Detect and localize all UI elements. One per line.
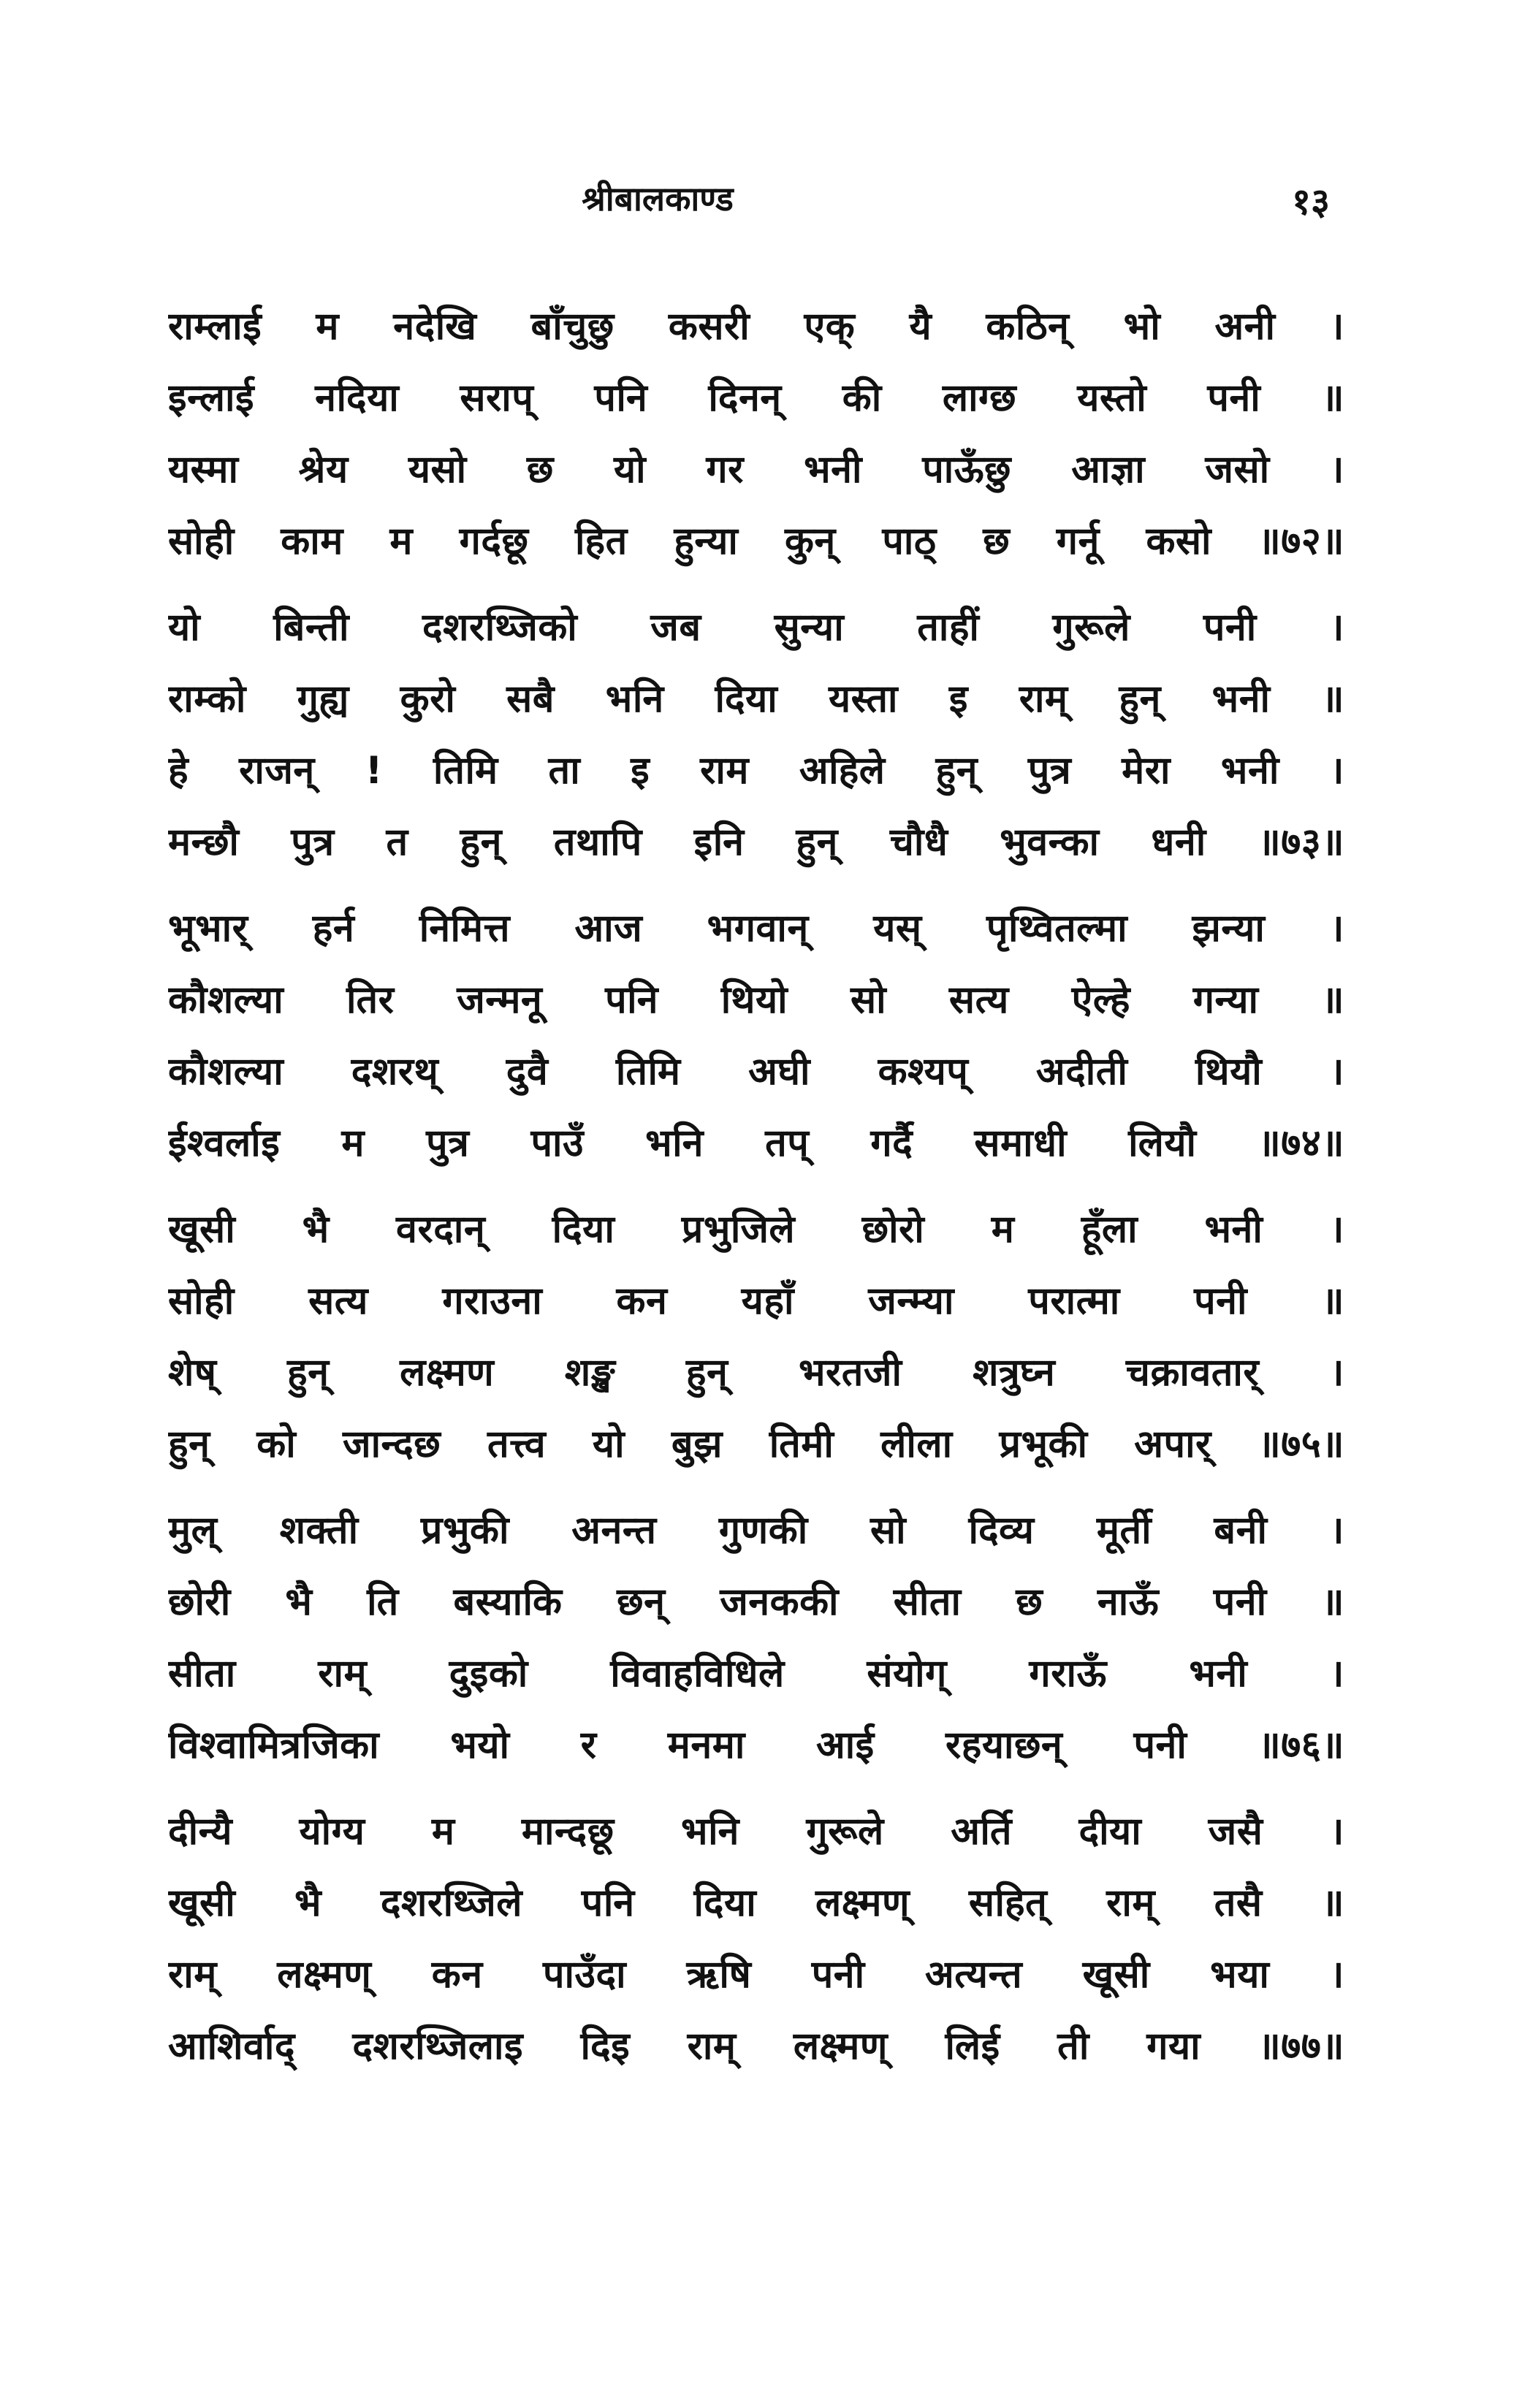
stanza-76 [168, 1489, 1344, 1790]
verse-line: सोही काम म गर्दछू हित हुन्या कुन् पाठ् छ गर्नू कसो ॥७२॥ [168, 519, 1344, 563]
stanza-75 [168, 1188, 1344, 1489]
verse-line: राम्को गुह्य कुरो सबै भनि दिया यस्ता इ राम् हुन् भनी ॥ [168, 677, 1344, 721]
stanza-74 [168, 887, 1344, 1188]
verse-line: राम् लक्ष्मण् कन पाउँदा ऋषि पनी अत्यन्त खूसी भया । [168, 1953, 1344, 1997]
page-number: १३ [1292, 180, 1330, 223]
verse-line: हे राजन् ! तिमि ता इ राम अहिले हुन् पुत्र मेरा भनी । [168, 749, 1344, 793]
verse-line: सीता राम् दुइको विवाहविधिले संयोग् गराऊँ भनी । [168, 1652, 1344, 1696]
page-header [0, 175, 1522, 234]
verse-body [168, 285, 1344, 2091]
verse-line: यो बिन्ती दशरथ्जिको जब सुन्या ताहीं गुरूले पनी । [168, 606, 1344, 649]
stanza-77 [168, 1790, 1344, 2091]
verse-line: इन्लाई नदिया सराप् पनि दिनन् की लाग्छ यस्तो पनी ॥ [168, 376, 1344, 420]
verse-line: दीन्यै योग्य म मान्दछू भनि गुरूले अर्ति दीया जसै । [168, 1810, 1344, 1853]
verse-line: कौशल्या तिर जन्मनू पनि थियो सो सत्य ऐल्हे गन्या ॥ [168, 978, 1344, 1022]
verse-line: कौशल्या दशरथ् दुवै तिमि अघी कश्यप् अदीती थियौ । [168, 1050, 1344, 1094]
verse-line: भूभार् हर्न निमित्त आज भगवान् यस् पृथ्वितल्मा झन्या । [168, 907, 1344, 950]
verse-line: सोही सत्य गराउना कन यहाँ जन्म्या परात्मा पनी ॥ [168, 1279, 1344, 1323]
verse-line: शेष् हुन् लक्ष्मण शङ्ख हुन् भरतजी शत्रुघ्न चक्रावतार् । [168, 1351, 1344, 1395]
verse-line: खूसी भै दशरथ्जिले पनि दिया लक्ष्मण् सहित् राम् तसै ॥ [168, 1881, 1344, 1925]
verse-line: हुन् को जान्दछ तत्त्व यो बुझ तिमी लीला प्रभूकी अपार् ॥७५॥ [168, 1422, 1344, 1466]
running-title: श्रीबालकाण्ड [582, 179, 734, 218]
verse-line: खूसी भै वरदान् दिया प्रभुजिले छोरो म हूँला भनी । [168, 1208, 1344, 1251]
verse-line: छोरी भै ति बस्याकि छन् जनककी सीता छ नाऊँ पनी ॥ [168, 1580, 1344, 1624]
verse-line: ईश्वर्लाइ म पुत्र पाउँ भनि तप् गर्दै समाधी लियौ ॥७४॥ [168, 1121, 1344, 1165]
verse-line: मुल् शक्ती प्रभुकी अनन्त गुणकी सो दिव्य मूर्ती बनी । [168, 1509, 1344, 1552]
verse-line: यस्मा श्रेय यसो छ यो गर भनी पाऊँछु आज्ञा जसो । [168, 448, 1344, 492]
verse-line: मन्छौ पुत्र त हुन् तथापि इनि हुन् चौधै भुवन्का धनी ॥७३॥ [168, 820, 1344, 864]
verse-line: आशिर्वाद् दशरथ्जिलाइ दिइ राम् लक्ष्मण् लिई ती गया ॥७७॥ [168, 2024, 1344, 2068]
verse-line: राम्लाई म नदेखि बाँचुछु कसरी एक् यै कठिन् भो अनी । [168, 305, 1344, 348]
verse-line: विश्वामित्रजिका भयो र मनमा आई रहयाछन् पनी ॥७६॥ [168, 1723, 1344, 1767]
stanza-73 [168, 586, 1344, 887]
stanza-72 [168, 285, 1344, 586]
